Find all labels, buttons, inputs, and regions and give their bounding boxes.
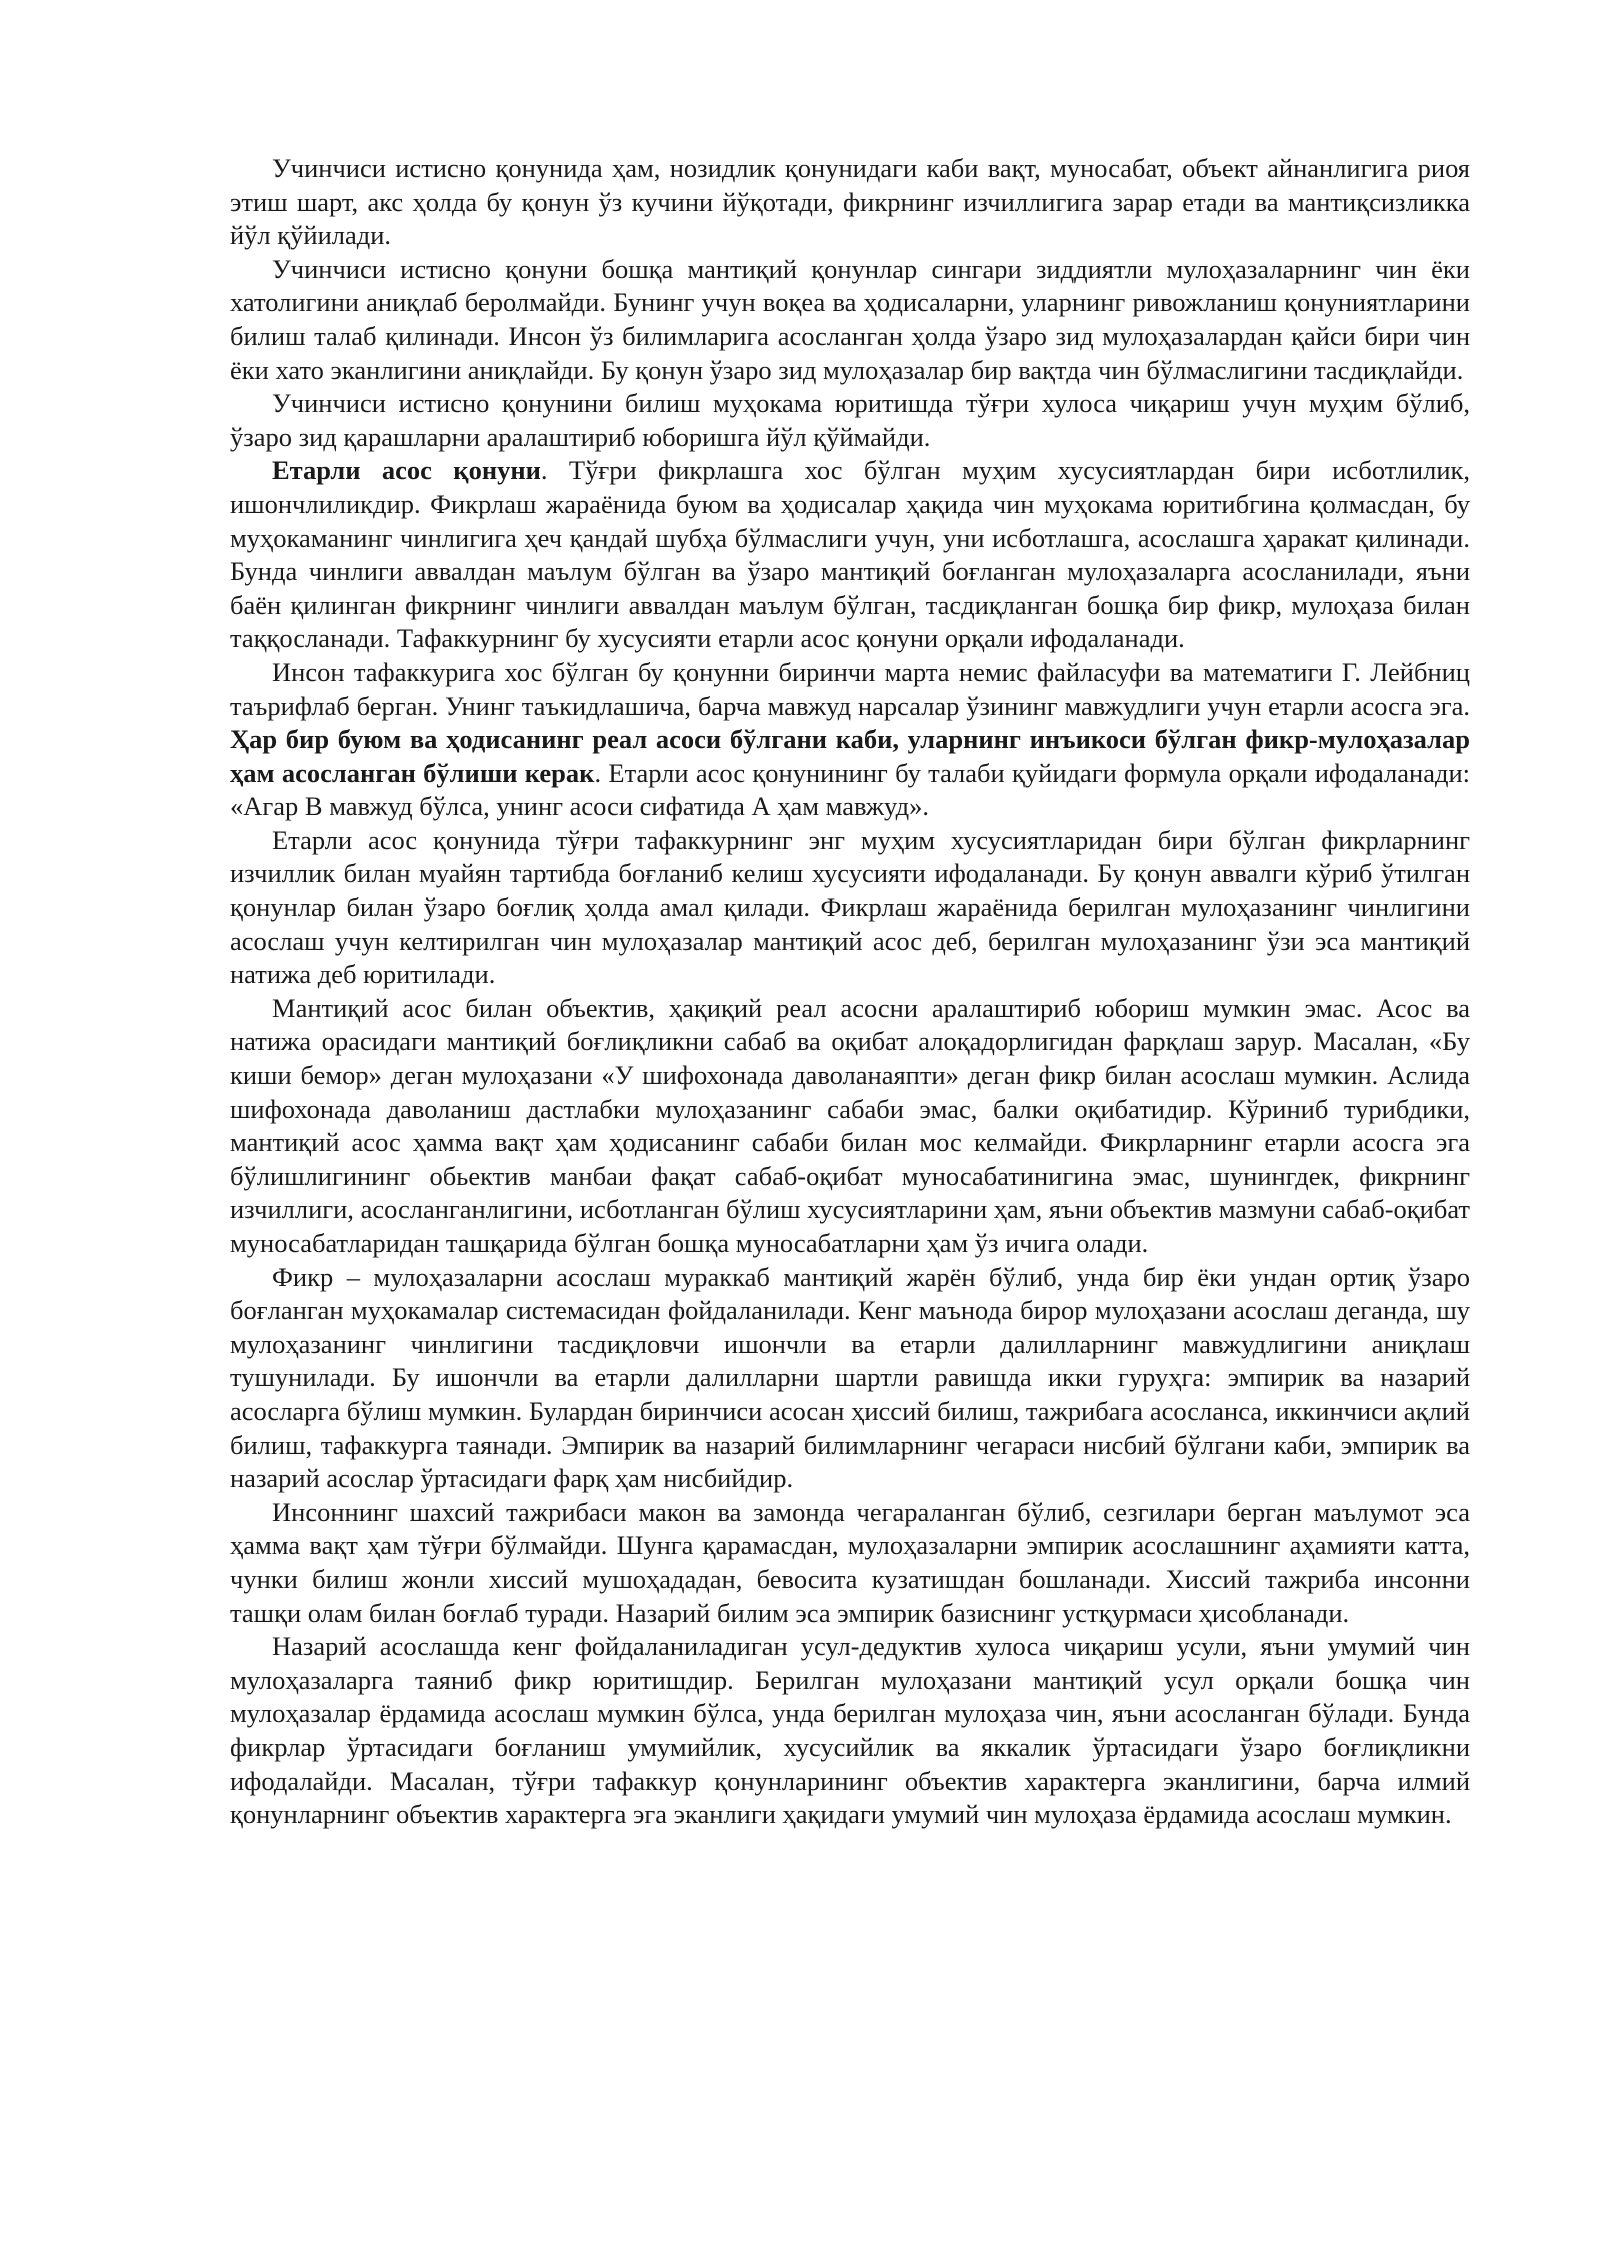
paragraph [230,387,1470,454]
paragraph [230,1261,1470,1496]
bold-text-run: Ҳар бир буюм ва ҳодисанинг реал асоси бўлгани каби, уларнинг инъикоси бўлган фикр-мулоҳазалар ҳам асосланган бўлиши керак [230,724,1470,788]
text-run: Етарли асос қонунида тўғри тафаккурнинг энг муҳим хусусиятларидан бири бўлган фикрларнинг изчиллик билан муайян тартибда боғланиб келиш хусусияти ифодаланади. Бу қонун аввалги кўриб ўтилган қонунлар билан ўзаро боғлиқ ҳолда амал қилади. Фикрлаш жараёнида берилган мулоҳазанинг чинлигини асослаш учун келтирилган чин мулоҳазалар мантиқий асос деб, берилган мулоҳазанинг ўзи эса мантиқий натижа деб юритилади. [230,824,1470,990]
paragraph [230,152,1470,253]
text-run: . Етарли асос қонунининг бу талаби қуйидаги формула орқали ифодаланади: «Агар В мавжуд бўлса, унинг асоси сифатида А ҳам мавжуд». [230,757,1471,822]
text-run: Фикр – мулоҳазаларни асослаш мураккаб мантиқий жарён бўлиб, унда бир ёки ундан ортиқ ўзаро боғланган муҳокамалар системасидан фойдаланилади. Кенг маънода бирор мулоҳазани асослаш деганда, шу мулоҳазанинг чинлигини тасдиқловчи ишончли ва етарли далилларнинг мавжудлигини аниқлаш тушунилади. Бу ишончли ва етарли далилларни шартли равишда икки гуруҳга: эмпирик ва назарий асосларга бўлиш мумкин. Булардан биринчиси асосан ҳиссий билиш, тажрибага асосланса, иккинчиси ақлий билиш, тафаккурга таянади. Эмпирик ва назарий билимларнинг чегараси нисбий бўлгани каби, эмпирик ва назарий асослар ўртасидаги фарқ ҳам нисбийдир. [230,1261,1470,1494]
text-run: Учинчиси истисно қонуни бошқа мантиқий қонунлар сингари зиддиятли мулоҳазаларнинг чин ёки хатолигини аниқлаб беролмайди. Бунинг учун воқеа ва ҳодисаларни, уларнинг ривожланиш қонуниятларини билиш талаб қилинади. Инсон ўз билимларига асосланган ҳолда ўзаро зид мулоҳазалардан қайси бири чин ёки хато эканлигини аниқлайди. Бу қонун ўзаро зид мулоҳазалар бир вақтда чин бўлмаслигини тасдиқлайди. [230,253,1470,385]
text-run: Учинчиси истисно қонунини билиш муҳокама юритишда тўғри хулоса чиқариш учун муҳим бўлиб, ўзаро зид қарашларни аралаштириб юборишга йўл қўймайди. [230,388,1470,452]
paragraph [230,1630,1470,1832]
document-page [230,152,1470,1832]
text-run: . Тўғри фикрлашга хос бўлган муҳим хусусиятлардан бири исботлилик, ишончлиликдир. Фикрлаш жараёнида буюм ва ҳодисалар ҳақида чин муҳокама юритибгина қолмасдан, бу муҳокаманинг чинлигига ҳеч қандай шубҳа бўлмаслиги учун, уни исботлашга, асослашга ҳаракат қилинади. Бунда чинлиги аввалдан маълум бўлган ва ўзаро мантиқий боғланган мулоҳазаларга асосланилади, яъни баён қилинган фикрнинг чинлиги аввалдан маълум бўлган, тасдиқланган бошқа бир фикр, мулоҳаза билан таққосланади. Тафаккурнинг бу хусусияти етарли асос қонуни орқали ифодаланади. [230,455,1471,654]
paragraph [230,454,1470,656]
bold-text-run: Етарли асос қонуни [272,455,541,486]
paragraph [230,253,1470,387]
text-run: Назарий асослашда кенг фойдаланиладиган усул-дедуктив хулоса чиқариш усули, яъни умумий чин мулоҳазаларга таяниб фикр юритишдир. Берилган мулоҳазани мантиқий усул орқали бошқа чин мулоҳазалар ёрдамида асослаш мумкин бўлса, унда берилган мулоҳаза чин, яъни асосланган бўлади. Бунда фикрлар ўртасидаги боғланиш умумийлик, хусусийлик ва яккалик ўртасидаги ўзаро боғлиқликни ифодалайди. Масалан, тўғри тафаккур қонунларининг объектив характерга эканлигини, барча илмий қонунларнинг объектив характерга эга эканлиги ҳақидаги умумий чин мулоҳаза ёрдамида асослаш мумкин. [230,1631,1470,1830]
text-run: Инсон тафаккурига хос бўлган бу қонунни биринчи марта немис файласуфи ва математиги Г. Лейбниц таърифлаб берган. Унинг таъкидлашича, барча мавжуд нарсалар ўзининг мавжудлиги учун етарли асосга эга. [230,656,1470,721]
paragraph [230,992,1470,1261]
paragraph [230,656,1470,824]
paragraph [230,1496,1470,1630]
text-run: Учинчиси истисно қонунида ҳам, нозидлик қонунидаги каби вақт, муносабат, объект айнанлигига риоя этиш шарт, акс ҳолда бу қонун ўз кучини йўқотади, фикрнинг изчиллигига зарар етади ва мантиқсизликка йўл қўйилади. [230,153,1470,251]
paragraph [230,824,1470,992]
text-run: Мантиқий асос билан объектив, ҳақиқий реал асосни аралаштириб юбориш мумкин эмас. Асос ва натижа орасидаги мантиқий боғлиқликни сабаб ва оқибат алоқадорлигидан фарқлаш зарур. Масалан, «Бу киши бемор» деган мулоҳазани «У шифохонада даволанаяпти» деган фикр билан асослаш мумкин. Аслида шифохонада даволаниш дастлабки мулоҳазанинг сабаби эмас, балки оқибатидир. Кўриниб турибдики, мантиқий асос ҳамма вақт ҳам ҳодисанинг сабаби билан мос келмайди. Фикрларнинг етарли асосга эга бўлишлигининг обьектив манбаи фақат сабаб-оқибат муносабатинигина эмас, шунингдек, фикрнинг изчиллиги, асосланганлигини, исботланган бўлиш хусусиятларини ҳам, яъни объектив мазмуни сабаб-оқибат муносабатларидан ташқарида бўлган бошқа муносабатларни ҳам ўз ичига олади. [230,992,1470,1258]
text-run: Инсоннинг шахсий тажрибаси макон ва замонда чегараланган бўлиб, сезгилари берган маълумот эса ҳамма вақт ҳам тўғри бўлмайди. Шунга қарамасдан, мулоҳазаларни эмпирик асослашнинг аҳамияти катта, чунки билиш жонли хиссий мушоҳададан, бевосита кузатишдан бошланади. Хиссий тажриба инсонни ташқи олам билан боғлаб туради. Назарий билим эса эмпирик базиснинг устқурмаси ҳисобланади. [230,1496,1470,1628]
